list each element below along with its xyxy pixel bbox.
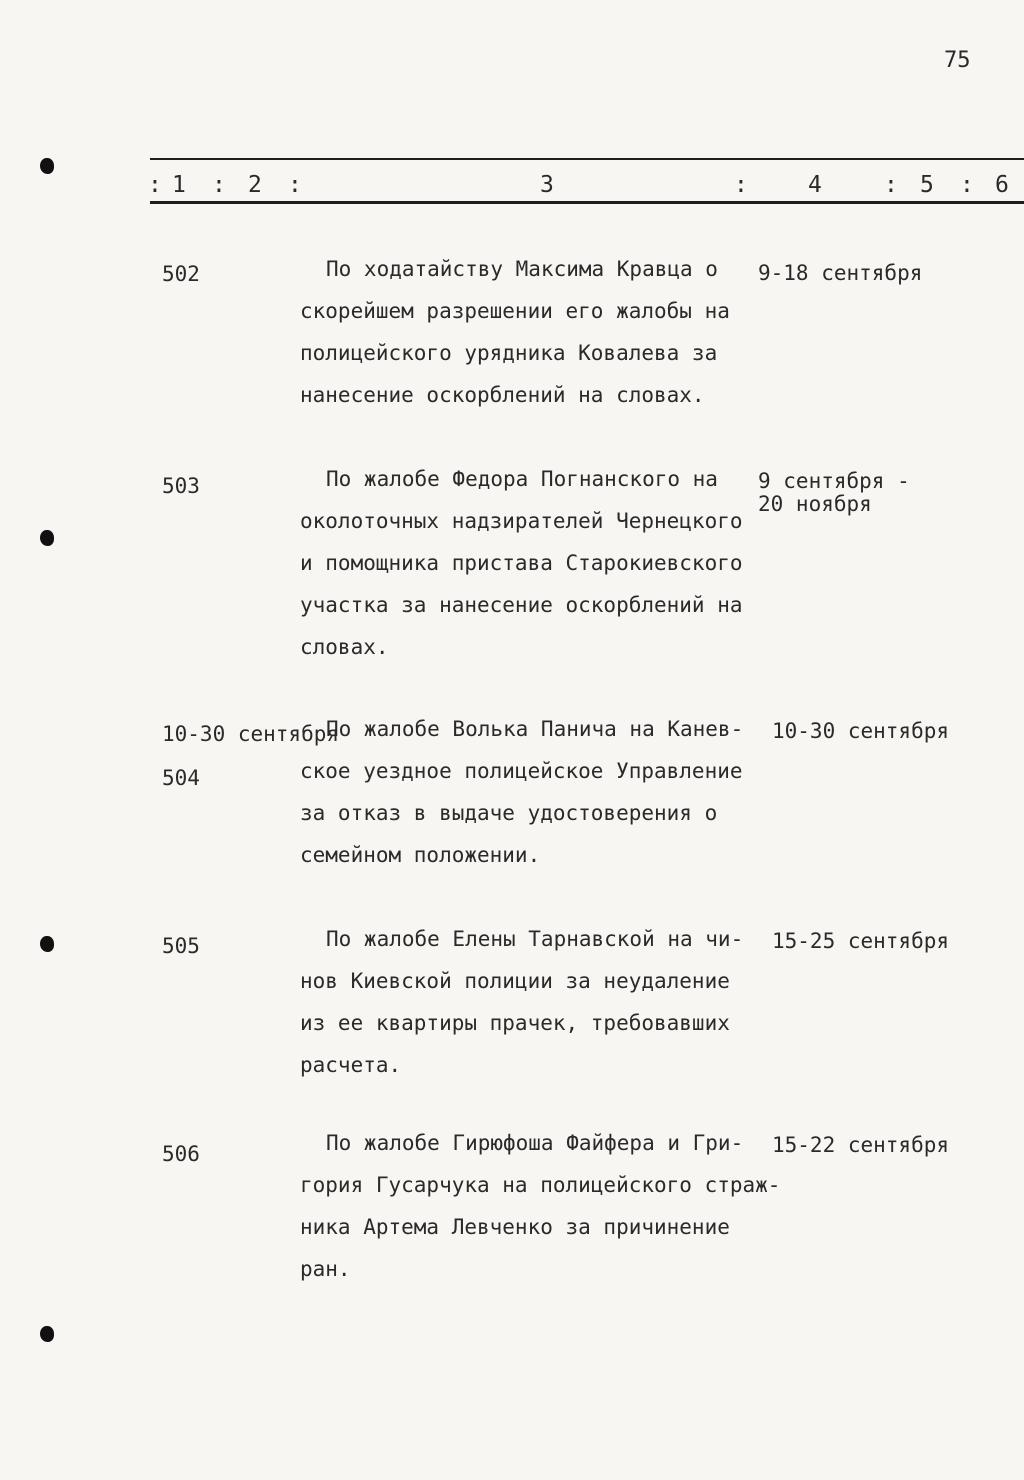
page-number: 75: [944, 48, 971, 73]
entry-number: 503: [162, 474, 200, 498]
entry-line: за отказ в выдаче удостоверения о: [300, 801, 718, 825]
table-header-bottom-rule: [150, 201, 1024, 204]
entry-line: гория Гусарчука на полицейского страж-: [300, 1173, 781, 1197]
entry-description: [300, 918, 760, 1086]
entry-date: [772, 1134, 949, 1157]
column-separator: :: [884, 172, 898, 198]
column-header-4: 4: [808, 172, 822, 198]
column-header-5: 5: [920, 172, 934, 198]
entry-date-line: 9-18 сентября: [758, 261, 923, 285]
entry-line: и помощника пристава Старокиевского: [300, 551, 743, 575]
entry-date: [772, 720, 949, 743]
punch-hole-mark: [40, 530, 54, 546]
punch-hole-mark: [40, 1326, 54, 1342]
entry-margin-note: 10-30 сентября: [162, 722, 340, 746]
entry-line: По жалобе Елены Тарнавской на чи-: [326, 927, 744, 951]
entry-number: 506: [162, 1142, 200, 1166]
entry-line: расчета.: [300, 1053, 402, 1077]
entry-date-line: 20 ноября: [758, 492, 872, 516]
entry-date-line: 15-22 сентября: [772, 1133, 950, 1157]
punch-hole-mark: [40, 158, 54, 174]
entry-line: семейном положении.: [300, 843, 541, 867]
entry-number: 502: [162, 262, 200, 286]
entry-line: участка за нанесение оскорблений на: [300, 593, 743, 617]
punch-hole-mark: [40, 936, 54, 952]
column-separator: :: [212, 172, 226, 198]
column-header-3: 3: [540, 172, 554, 198]
entry-date-line: 9 сентября -: [758, 469, 910, 493]
entry-line: скорейшем разрешении его жалобы на: [300, 299, 730, 323]
entry-line: По ходатайству Максима Кравца о: [326, 257, 718, 281]
column-separator: :: [288, 172, 302, 198]
entry-date-line: 15-25 сентября: [772, 929, 950, 953]
entry-description: [300, 458, 760, 668]
entry-line: полицейского урядника Ковалева за: [300, 341, 718, 365]
entry-line: из ее квартиры прачек, требовавших: [300, 1011, 730, 1035]
column-separator: :: [734, 172, 748, 198]
entry-line: ника Артема Левченко за причинение: [300, 1215, 730, 1239]
entry-line: нов Киевской полиции за неудаление: [300, 969, 730, 993]
column-separator: :: [960, 172, 974, 198]
entry-date: [772, 930, 949, 953]
column-header-1: 1: [172, 172, 186, 198]
entry-line: околоточных надзирателей Чернецкого: [300, 509, 743, 533]
table-header-top-rule: [150, 158, 1024, 160]
entry-line: По жалобе Федора Погнанского на: [326, 467, 718, 491]
entry-description: [300, 1122, 781, 1290]
entry-description: [300, 708, 760, 876]
entry-line: По жалобе Гирюфоша Файфера и Гри-: [326, 1131, 744, 1155]
entry-description: [300, 248, 760, 416]
entry-number: 504: [162, 766, 200, 790]
entry-line: По жалобе Волька Панича на Канев-: [326, 717, 744, 741]
entry-line: словах.: [300, 635, 389, 659]
entry-line: нанесение оскорблений на словах.: [300, 383, 705, 407]
entry-date-line: 10-30 сентября: [772, 719, 950, 743]
entry-line: ское уездное полицейское Управление: [300, 759, 743, 783]
entry-date: [758, 262, 922, 285]
entry-line: ран.: [300, 1257, 351, 1281]
entry-number: 505: [162, 934, 200, 958]
entry-date: [758, 470, 910, 516]
column-header-2: 2: [248, 172, 262, 198]
column-separator: :: [148, 172, 162, 198]
column-header-6: 6: [995, 172, 1009, 198]
